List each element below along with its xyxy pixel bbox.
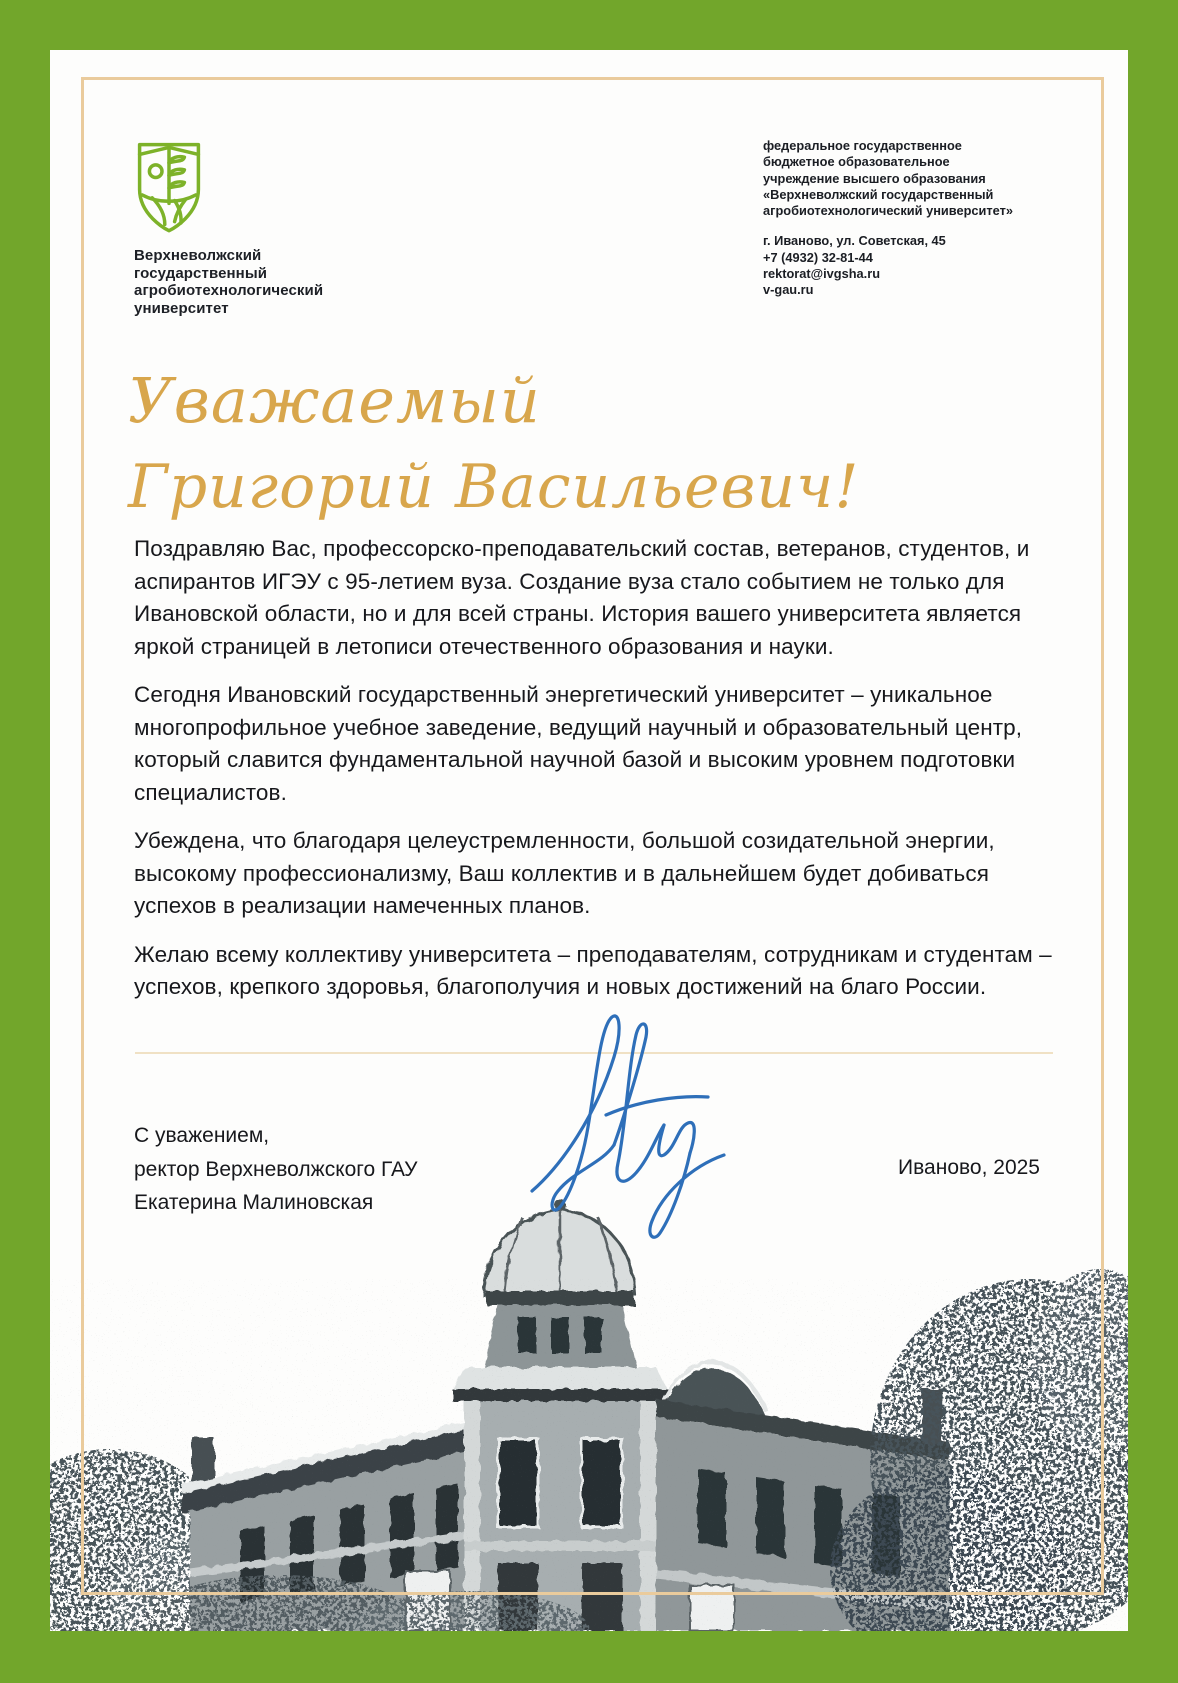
official-name-line: «Верхневолжский государственный [763,186,994,202]
email-line: rektorat@ivgsha.ru [763,266,881,282]
address-line: г. Иваново, ул. Советская, 45 [763,233,946,249]
salutation-line2: Григорий Васильевич! [128,452,860,522]
website-line: v-gau.ru [763,282,814,298]
place-year: Иваново, 2025 [898,1156,1040,1179]
signoff-line: С уважением, [134,1124,270,1147]
official-name [763,138,1033,219]
signoff-line: Екатерина Малиновская [134,1191,374,1214]
university-logo-icon [134,138,204,238]
letter-page [50,50,1128,1631]
letterhead-contacts [763,138,1033,299]
org-name-line: агробиотехнологический [134,282,324,299]
signoff-line: ректор Верхневолжского ГАУ [134,1157,418,1181]
salutation-script [128,358,859,530]
org-name-line: университет [134,299,229,317]
org-name-line: Верхневолжский [134,247,262,264]
paragraph: Убеждена, что благодаря целеустремленности, большой созидательной энергии, высокому профессионализму, Ваш коллектив и в дальнейшем будет добиваться успехов в реализации намеченных планов. [134,828,995,918]
signoff-block [134,1119,417,1220]
photo-grain [50,1279,1128,1631]
official-name-line: федеральное государственное [763,138,962,153]
official-name-line: бюджетное образовательное [763,154,950,170]
letter-body [134,533,1062,1020]
paragraph: Желаю всему коллективу университета – преподавателям, сотрудникам и студентам – успехов, крепкого здоровья, благополучия и новых достижений на благо России. [134,941,1052,999]
official-name-line: учреждение высшего образования [763,170,986,186]
contact-block [763,233,1033,298]
org-name [134,247,323,317]
official-name-line: агробиотехнологический университет» [763,203,1014,219]
phone-line: +7 (4932) 32-81-44 [763,249,873,265]
paragraph: Сегодня Ивановский государственный энергетический университет – уникальное многопрофильное учебное заведение, ведущий научный и образовательный центр, который славится фундаментальной научной базой и высоким уровнем подготовки специалистов. [134,682,1023,805]
org-name-line: государственный [134,264,268,282]
paragraph: Поздравляю Вас, профессорско-преподавательский состав, ветеранов, студентов, и аспирантов ИГЭУ с 95-летием вуза. Создание вуза стало событием не только для Ивановской области, но и для всей страны. История вашего университета является яркой страницей в летописи отечественного образования и науки. [134,536,1030,659]
signature-handwritten [518,995,748,1245]
salutation-line1: Уважаемый [128,364,541,437]
